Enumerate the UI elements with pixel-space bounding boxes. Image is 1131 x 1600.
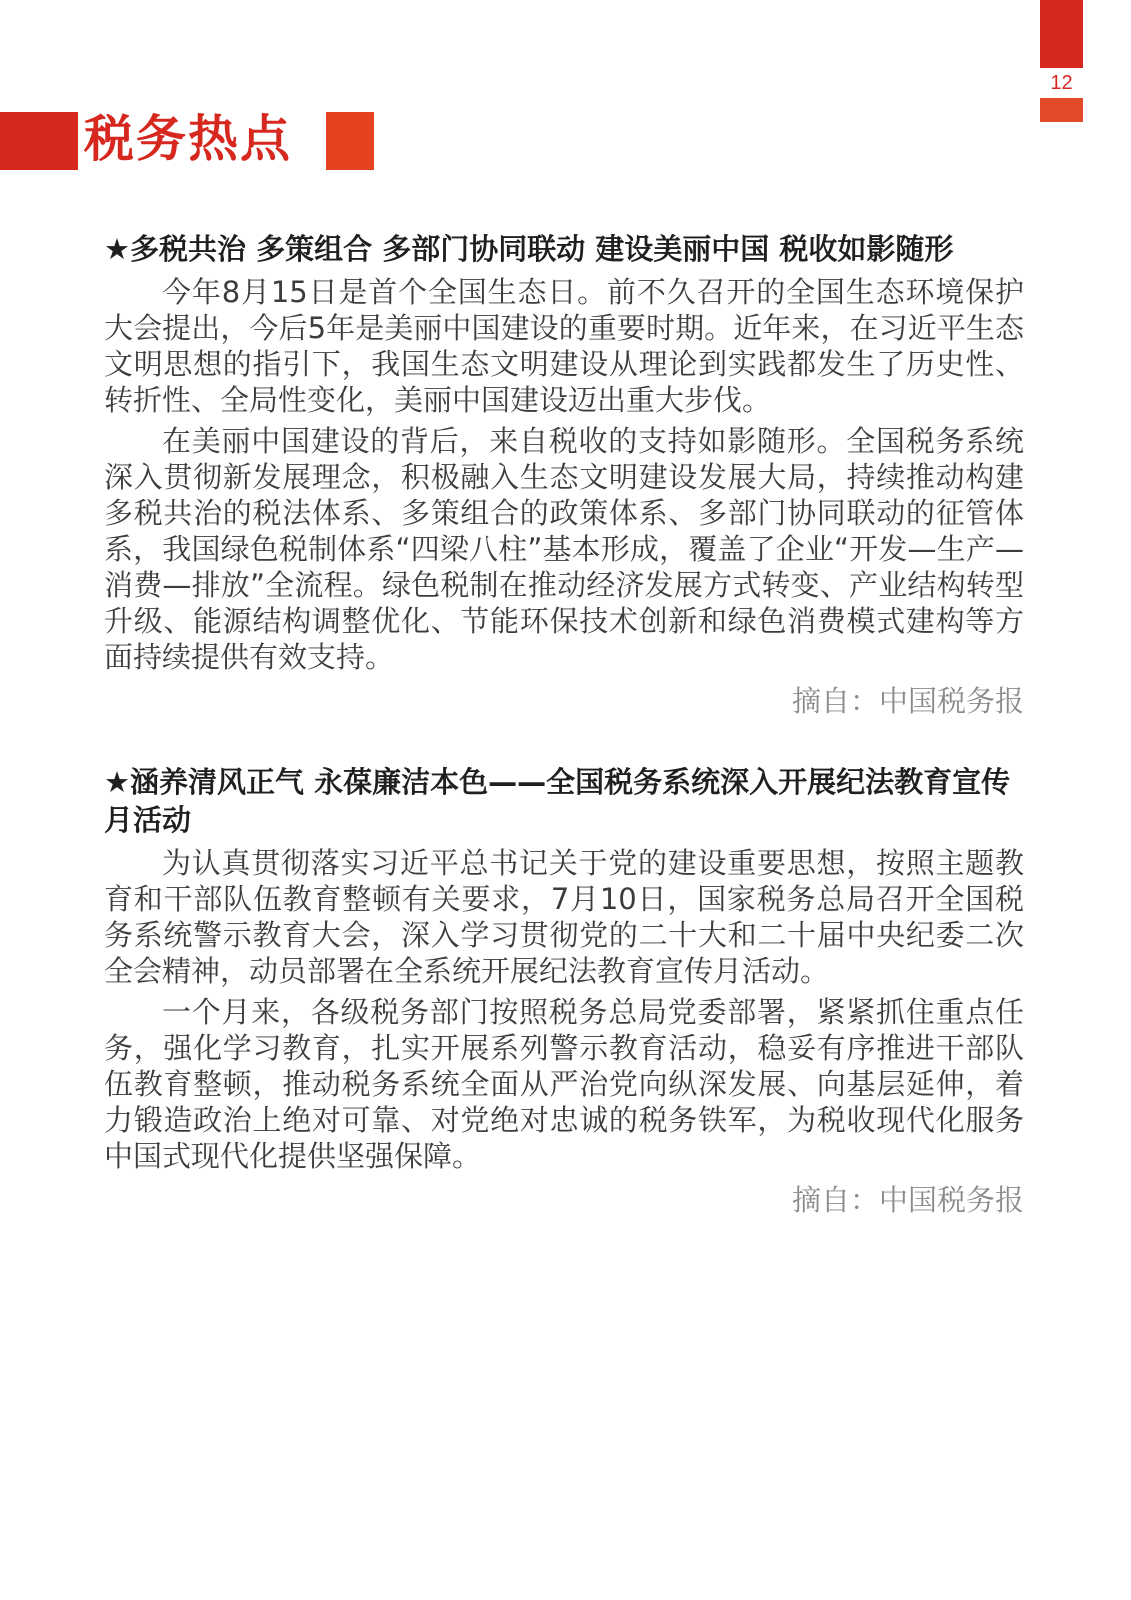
article — [104, 230, 1024, 721]
banner-left-block — [0, 112, 78, 170]
article-source: 摘自：中国税务报 — [791, 1183, 1024, 1217]
article — [104, 763, 1024, 1220]
article-source: 摘自：中国税务报 — [791, 684, 1024, 718]
page-tab-top-bar — [1040, 0, 1083, 68]
article-title: ★涵养清风正气 永葆廉洁本色——全国税务系统深入开展纪法教育宣传月活动 — [104, 765, 1011, 837]
page-tab-bottom-bar — [1040, 98, 1083, 122]
article-paragraph: 一个月来，各级税务部门按照税务总局党委部署，紧紧抓住重点任务，强化学习教育，扎实开展系列警示教育活动，稳妥有序推进干部队伍教育整顿，推动税务系统全面从严治党向纵深发展、向基层延伸，着力锻造政治上绝对可靠、对党绝对忠诚的税务铁军，为税收现代化服务中国式现代化提供坚强保障。 — [104, 995, 1024, 1173]
article-title: ★多税共治 多策组合 多部门协同联动 建设美丽中国 税收如影随形 — [104, 232, 954, 266]
section-banner — [0, 112, 380, 170]
article-list — [104, 230, 1024, 1220]
section-title: 税务热点 — [84, 110, 292, 168]
article-paragraph: 在美丽中国建设的背后，来自税收的支持如影随形。全国税务系统深入贯彻新发展理念，积极融入生态文明建设发展大局，持续推动构建多税共治的税法体系、多策组合的政策体系、多部门协同联动的征管体系，我国绿色税制体系“四梁八柱”基本形成，覆盖了企业“开发—生产—消费—排放”全流程。绿色税制在推动经济发展方式转变、产业结构转型升级、能源结构调整优化、节能环保技术创新和绿色消费模式建构等方面持续提供有效支持。 — [104, 424, 1024, 674]
page-number-tab — [1040, 0, 1083, 122]
page-number: 12 — [1050, 72, 1073, 94]
banner-right-block — [326, 112, 374, 170]
article-paragraph: 今年8月15日是首个全国生态日。前不久召开的全国生态环境保护大会提出，今后5年是美丽中国建设的重要时期。近年来，在习近平生态文明思想的指引下，我国生态文明建设从理论到实践都发生了历史性、转折性、全局性变化，美丽中国建设迈出重大步伐。 — [104, 275, 1024, 417]
article-paragraph: 为认真贯彻落实习近平总书记关于党的建设重要思想，按照主题教育和干部队伍教育整顿有关要求，7月10日，国家税务总局召开全国税务系统警示教育大会，深入学习贯彻党的二十大和二十届中央纪委二次全会精神，动员部署在全系统开展纪法教育宣传月活动。 — [104, 846, 1024, 988]
